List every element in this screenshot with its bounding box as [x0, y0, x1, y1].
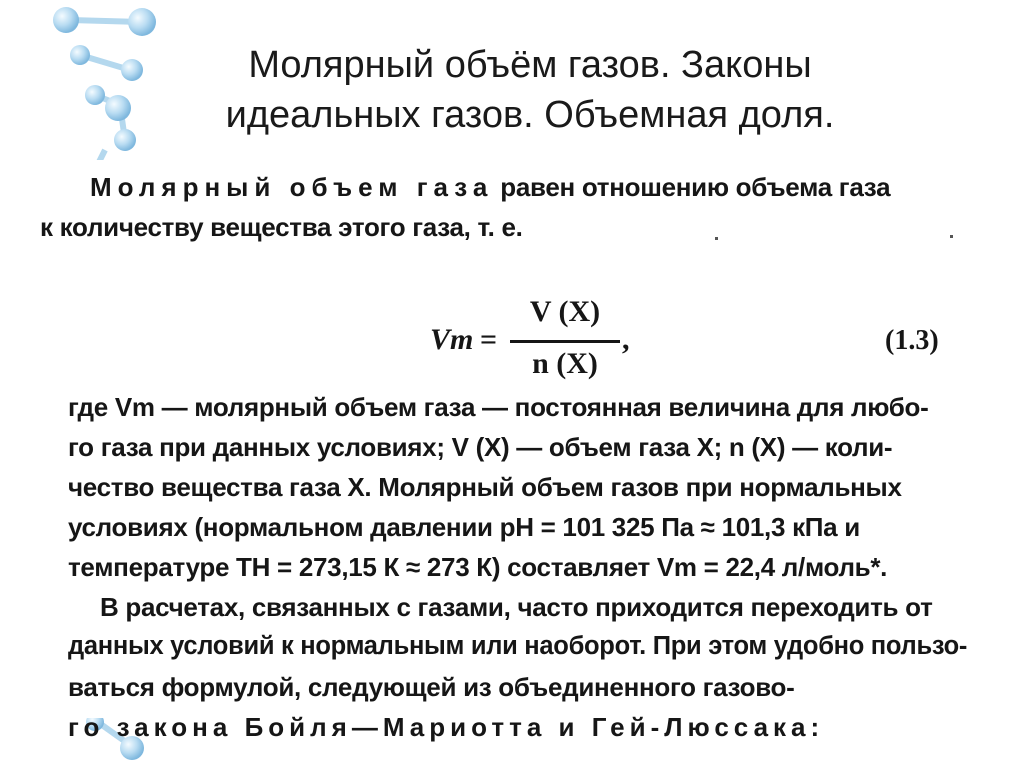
body-line-6: В расчетах, связанных с газами, часто приходится переходить от [100, 592, 933, 622]
body-line-8: ваться формулой, следующей из объединенного газово- [68, 672, 795, 702]
formula-comma: , [622, 323, 630, 356]
scan-speck [715, 237, 718, 240]
term-molar-volume: Молярный объем газа [90, 172, 494, 202]
body-line-4: условиях (нормальном давлении pН = 101 325 Па ≈ 101,3 кПа и [68, 512, 860, 542]
slide-title-line-2: идеальных газов. Объемная доля. [225, 94, 835, 136]
slide-title-line-1: Молярный объём газов. Законы [248, 44, 812, 86]
body-line-2: го газа при данных условиях; V (X) — объем газа X; n (X) — коли- [68, 432, 893, 462]
intro-line-2: к количеству вещества этого газа, т. е. [40, 212, 523, 242]
scanned-textbook-page [40, 160, 975, 742]
formula-1-3 [430, 295, 670, 395]
body-line-7: данных условий к нормальным или наоборот. При этом удобно пользо- [68, 632, 968, 660]
equation-number: (1.3) [885, 325, 939, 356]
formula-numerator: V (X) [529, 295, 601, 328]
slide-title [150, 40, 910, 140]
formula-lhs: Vm [430, 323, 474, 356]
fraction-bar [510, 340, 620, 343]
intro-line-1 [90, 172, 890, 203]
body-line-3: чество вещества газа X. Молярный объем газов при нормальных [68, 472, 902, 502]
intro-rest: равен отношению объема газа [493, 172, 891, 202]
body-line-1: где Vm — молярный объем газа — постоянная величина для любо- [68, 392, 929, 422]
formula-equals: = [480, 323, 498, 356]
scan-speck [950, 235, 953, 238]
body-line-9: го закона Бойля—Мариотта и Гей-Люссака: [68, 712, 825, 742]
body-line-5: температуре TН = 273,15 К ≈ 273 К) составляет Vm = 22,4 л/моль*. [68, 552, 888, 582]
formula-denominator: n (X) [532, 347, 598, 380]
